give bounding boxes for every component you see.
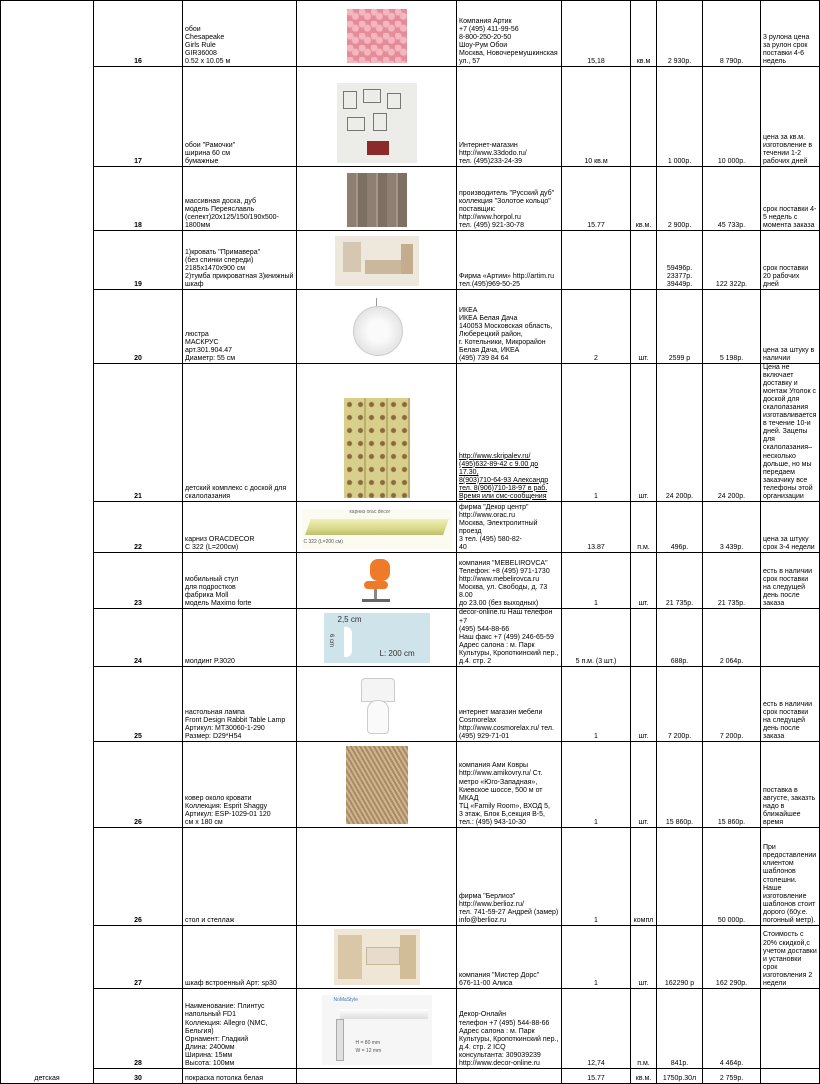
note: цена за штуку срок 3-4 недели <box>761 501 820 552</box>
total-price: 5 198р. <box>703 290 761 364</box>
unit-price: 2 930р. <box>657 1 703 67</box>
item-description: карниз ORACDECOR С 322 (L=200см) <box>183 501 297 552</box>
total-price: 4 464р. <box>703 988 761 1068</box>
item-description: детский комплекс с доской для скалолазания <box>183 364 297 502</box>
total-price: 2 064р. <box>703 608 761 666</box>
quantity: 2 <box>562 290 631 364</box>
note <box>761 988 820 1068</box>
supplier-info: интернет магазин мебели Cosmorelax http://www.cosmorelax.ru/ тел. (495) 929-71-01 <box>457 666 562 741</box>
note: есть в наличии срок поставки на следущей день после заказа <box>761 552 820 608</box>
unit: п.м. <box>631 988 657 1068</box>
total-price: 50 000р. <box>703 827 761 925</box>
unit-price: 2 900р. <box>657 167 703 231</box>
quantity: 15.77 <box>562 167 631 231</box>
unit-price: 24 200р. <box>657 364 703 502</box>
item-description: Наименование: Плинтус напольный FD1 Коллекция: Allegro (NMC, Бельгия) Орнамент: Гладкий Длина: 2400мм Ширина: 15мм Высота: 100мм <box>183 988 297 1068</box>
unit: шт. <box>631 666 657 741</box>
quantity: 13.87 <box>562 501 631 552</box>
unit-price: 59496р. 23377р. 39449р. <box>657 231 703 290</box>
item-image <box>297 364 457 502</box>
table-row <box>1 741 820 827</box>
supplier-info: компания "MEBELIROVCA" Телефон: +8 (495) 971-1730 http://www.mebelirovca.ru Москва, ул. Свободы, д. 73 8.00 до 23.00 (без выходных) <box>457 552 562 608</box>
cornice-label: карниз orac decor <box>349 508 391 515</box>
note: есть в наличии срок поставки на следущей день после заказа <box>761 666 820 741</box>
item-number: 22 <box>94 501 183 552</box>
item-image <box>297 501 457 552</box>
item-number: 23 <box>94 552 183 608</box>
note: поставка в августе, заказть надо в ближайшее время <box>761 741 820 827</box>
shaggy-rug-image <box>346 746 408 824</box>
total-price: 2 759р. <box>703 1068 761 1083</box>
total-price: 162 290р. <box>703 925 761 988</box>
total-price: 8 790р. <box>703 1 761 67</box>
note: При предоставлении клиентом шаблонов столешни. Наше изготовление шаблонов стоит дорого (60у.е. погонный метр). <box>761 827 820 925</box>
unit: п.м. <box>631 501 657 552</box>
unit: шт. <box>631 552 657 608</box>
table-row <box>1 364 820 502</box>
unit <box>631 67 657 167</box>
total-price: 10 000р. <box>703 67 761 167</box>
item-description: обои Chesapeake Girls Rule GIR36008 0.52 x 10.05 м <box>183 1 297 67</box>
molding-length-label: L: 200 cm <box>379 648 415 658</box>
item-description: обои "Рамочки" ширина 60 см бумажные <box>183 67 297 167</box>
supplier-info: фирма "Декор центр" http://www.orac.ru Москва, Электролитный проезд 3 тел. (495) 580-82- 40 <box>457 501 562 552</box>
table-row <box>1 1068 820 1083</box>
quantity: 1 <box>562 364 631 502</box>
total-price: 7 200р. <box>703 666 761 741</box>
supplier-info: Интернет-магазин http://www.33dodo.ru/ тел. (495)233-24-39 <box>457 67 562 167</box>
item-image <box>297 1 457 67</box>
molding-width-label: 2,5 cm <box>337 614 362 624</box>
room-label: детская <box>1 1 94 1084</box>
unit: компл <box>631 827 657 925</box>
item-number: 20 <box>94 290 183 364</box>
chandelier-image <box>347 298 407 360</box>
bedroom-set-image <box>335 236 419 286</box>
supplier-info: компания Ами Ковры http://www.amikovry.ru/ Ст. метро «Юго-Западная», Киевское шоссе, 500 м от МКАД ТЦ «Family Room», ВХОД 5, 3 этаж, Блок Б,секция В-5, тел.: (495) 943-10-30 <box>457 741 562 827</box>
total-price: 15 860р. <box>703 741 761 827</box>
item-image <box>297 290 457 364</box>
plinth-image <box>322 995 432 1065</box>
item-description: мобильный стул для подростков фабрика Moll модель Maximo forte <box>183 552 297 608</box>
item-number: 19 <box>94 231 183 290</box>
unit-price: 21 735р. <box>657 552 703 608</box>
quantity: 15.77 <box>562 1068 631 1083</box>
total-price: 122 322р. <box>703 231 761 290</box>
note: 3 рулона цена за рулон срок поставки 4-6 недель <box>761 1 820 67</box>
quantity: 1 <box>562 666 631 741</box>
supplier-info: фирма "Берлиоз" http://www.berlioz.ru/ тел. 741-59-27 Андрей (замер) info@berlioz.ru <box>457 827 562 925</box>
item-description: покраска потолка белая <box>183 1068 297 1083</box>
item-description: массивная доска, дуб модель Переяславль (селект)20x125/150/190x500- 1800мм <box>183 167 297 231</box>
item-number: 25 <box>94 666 183 741</box>
item-description: молдинг Р.3020 <box>183 608 297 666</box>
chair-image <box>352 557 402 605</box>
item-image <box>297 231 457 290</box>
item-image <box>297 988 457 1068</box>
item-number: 28 <box>94 988 183 1068</box>
unit: шт. <box>631 364 657 502</box>
item-number: 26 <box>94 741 183 827</box>
supplier-info: производитель "Русский дуб" коллекция "Золотое кольцо" поставщик: http://www.horpol.ru тел. (495) 921-30-78 <box>457 167 562 231</box>
quantity: 5 п.м. (3 шт.) <box>562 608 631 666</box>
unit: кв.м. <box>631 167 657 231</box>
table-row <box>1 501 820 552</box>
unit-price <box>657 827 703 925</box>
rabbit-lamp-image <box>349 676 405 738</box>
quantity <box>562 231 631 290</box>
cornice-code: С 322 (L=200 см) <box>303 538 343 545</box>
oak-board-image <box>347 173 407 227</box>
item-number: 18 <box>94 167 183 231</box>
quantity: 15,18 <box>562 1 631 67</box>
total-price: 45 733р. <box>703 167 761 231</box>
plinth-height-label: H = 80 mm <box>355 1039 381 1046</box>
item-number: 21 <box>94 364 183 502</box>
item-number: 26 <box>94 827 183 925</box>
item-image <box>297 666 457 741</box>
total-price: 21 735р. <box>703 552 761 608</box>
note: Стоимость с 20% скидкой,с учетом доставки и установки срок изготовления 2 недели <box>761 925 820 988</box>
item-image <box>297 552 457 608</box>
item-image <box>297 67 457 167</box>
molding-height-label: 6 cm <box>327 633 334 647</box>
unit-price: 1 000р. <box>657 67 703 167</box>
plinth-width-label: W = 12 mm <box>355 1047 382 1054</box>
table-row <box>1 608 820 666</box>
unit-price: 841р. <box>657 988 703 1068</box>
supplier-info <box>457 1068 562 1083</box>
supplier-info: decor-online.ru Наш телефон +7 (495) 544-88-66 Наш факс +7 (499) 246-65-59 Адрес салона : м. Парк Культуры, Кропоткинский пер., д.4. стр. 2 <box>457 608 562 666</box>
unit-price: 15 860р. <box>657 741 703 827</box>
supplier-info: http://www.skripalev.ru/ (495)632-89-42 с 9.00 до 17.30, 8(903)710-64-93 Александр тел. 8(906)710-18-97 в раб. Время или смс-сообщения <box>457 364 562 502</box>
plinth-brand: NoMaStyle <box>333 996 358 1003</box>
note <box>761 1068 820 1083</box>
unit: кв.м. <box>631 1068 657 1083</box>
unit-price: 688р. <box>657 608 703 666</box>
table-row <box>1 231 820 290</box>
table-row <box>1 988 820 1068</box>
total-price: 24 200р. <box>703 364 761 502</box>
item-description: 1)кровать "Примавера" (без спинки спереди) 2185x1470x900 см 2)тумба прикроватная 3)книжный шкаф <box>183 231 297 290</box>
unit <box>631 231 657 290</box>
unit-price: 496р. <box>657 501 703 552</box>
item-image <box>297 608 457 666</box>
item-number: 27 <box>94 925 183 988</box>
note <box>761 608 820 666</box>
climbing-wall-image <box>344 398 410 498</box>
supplier-info: компания "Мистер Дорс" 676-11-00 Алиса <box>457 925 562 988</box>
molding-image <box>324 613 430 663</box>
table-row <box>1 666 820 741</box>
unit <box>631 608 657 666</box>
item-description: настольная лампа Front Design Rabbit Table Lamp Артикул: MT30060-1-290 Размер: D29*H54 <box>183 666 297 741</box>
item-number: 17 <box>94 67 183 167</box>
total-price: 3 439р. <box>703 501 761 552</box>
supplier-info: ИКЕА ИКЕА Белая Дача 140053 Московская область, Люберецкий район, г. Котельники, Микрорайон Белая Дача, ИКЕА (495) 739 84 64 <box>457 290 562 364</box>
item-image <box>297 827 457 925</box>
note: цена за кв.м. изготовление в течении 1-2 рабочих дней <box>761 67 820 167</box>
item-number: 16 <box>94 1 183 67</box>
item-image <box>297 925 457 988</box>
table-row <box>1 827 820 925</box>
note: Цена не включает доставку и монтаж Уголок с доской для скалолазания изготавливается в течение 10-и дней. Зацепы для скалолазания– несколько дольше, но мы передаем заказчику все телефоны этой организации <box>761 364 820 502</box>
table-row <box>1 290 820 364</box>
quantity: 1 <box>562 741 631 827</box>
item-image <box>297 741 457 827</box>
built-in-wardrobe-image <box>334 929 420 985</box>
unit-price: 1750р.30л <box>657 1068 703 1083</box>
table-row <box>1 552 820 608</box>
supplier-info: Декор-Онлайн телефон +7 (495) 544-88-66 Адрес салона : м. Парк Культуры, Кропоткинский пер., д.4. стр. 2 ICQ консультанта: 309039239 http://www.decor-online.ru <box>457 988 562 1068</box>
table-row <box>1 925 820 988</box>
unit: шт. <box>631 741 657 827</box>
unit: кв.м <box>631 1 657 67</box>
wallpaper-pink-image <box>347 9 407 63</box>
note: срок поставки 20 рабочих дней <box>761 231 820 290</box>
item-number: 24 <box>94 608 183 666</box>
quantity: 1 <box>562 925 631 988</box>
supplier-info: Фирма «Артим» http://artim.ru тел.(495)969-50-25 <box>457 231 562 290</box>
unit: шт. <box>631 290 657 364</box>
quantity: 1 <box>562 552 631 608</box>
frames-wallpaper-image <box>337 83 417 163</box>
item-description: стол и стеллаж <box>183 827 297 925</box>
supplier-info: Компания Артик +7 (495) 411-99-56 8-800-250-20-50 Шоу-Рум Обои Москва, Новочеремушкинская ул., 57 <box>457 1 562 67</box>
quantity: 10 кв.м <box>562 67 631 167</box>
item-image <box>297 167 457 231</box>
item-description: шкаф встроенный Арт: sp30 <box>183 925 297 988</box>
item-description: люстра МАСКРУС арт.301.904.47 Диаметр: 55 см <box>183 290 297 364</box>
unit-price: 7 200р. <box>657 666 703 741</box>
quantity: 12,74 <box>562 988 631 1068</box>
table-row <box>1 67 820 167</box>
cornice-image <box>302 509 452 549</box>
quantity: 1 <box>562 827 631 925</box>
unit-price: 2599 р <box>657 290 703 364</box>
unit: шт. <box>631 925 657 988</box>
item-number: 30 <box>94 1068 183 1083</box>
note: срок поставки 4-5 недель с момента заказа <box>761 167 820 231</box>
table-row <box>1 167 820 231</box>
table-row <box>1 1 820 67</box>
item-image <box>297 1068 457 1083</box>
unit-price: 162290 р <box>657 925 703 988</box>
note: цена за штуку в наличии <box>761 290 820 364</box>
item-description: ковер около кровати Коллекция: Esprit Shaggy Артикул: ESP-1029-01 120 см х 180 см <box>183 741 297 827</box>
